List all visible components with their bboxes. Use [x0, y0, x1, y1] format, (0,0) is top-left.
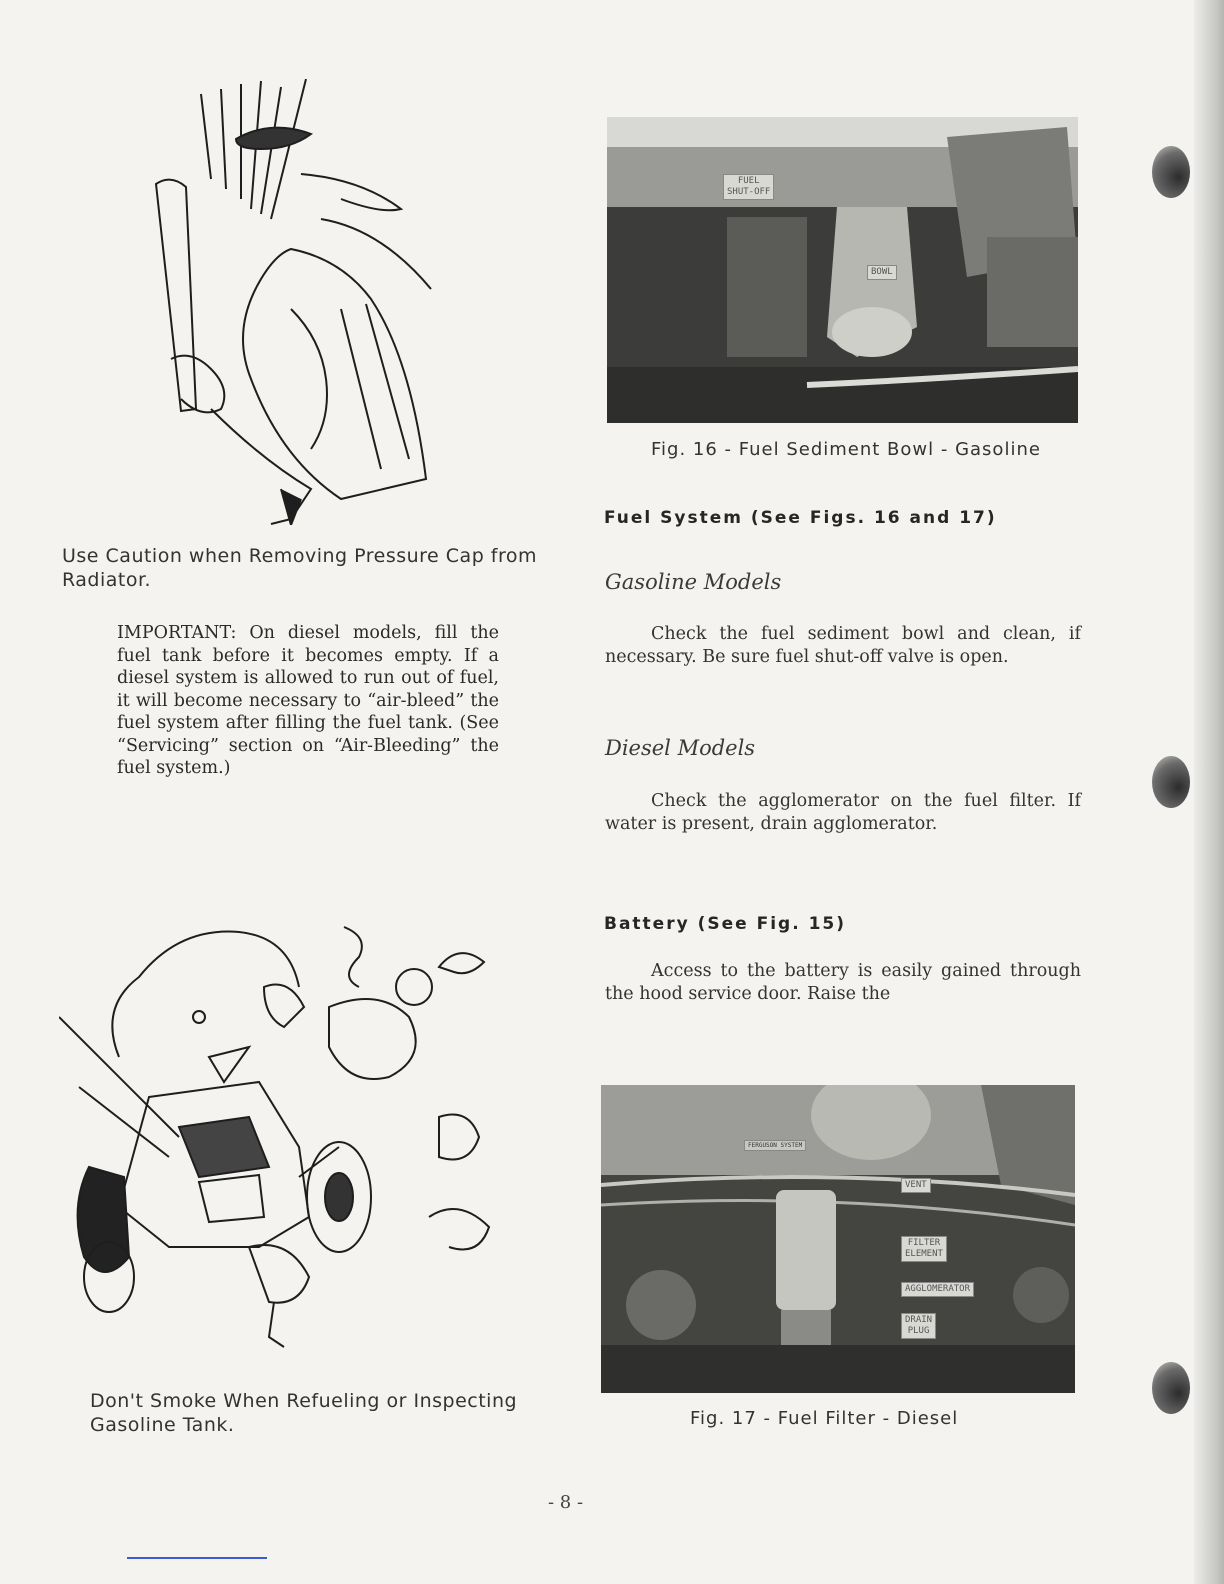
fuel-shutoff-label: FUEL SHUT-OFF [723, 174, 774, 200]
no-smoking-caption: Don't Smoke When Refueling or Inspecting Gasoline Tank. [90, 1390, 518, 1436]
radiator-caution-caption: Use Caution when Removing Pressure Cap from Radiator. [62, 545, 538, 591]
diesel-fuel-filter-photo [601, 1085, 1075, 1393]
binder-hole-middle [1152, 756, 1190, 808]
ferguson-system-emblem: FERGUSON SYSTEM [744, 1140, 806, 1151]
page-number: - 8 - [548, 1492, 584, 1513]
fig16-caption: Fig. 16 - Fuel Sediment Bowl - Gasoline [651, 439, 1041, 460]
gasoline-models-text: Check the fuel sediment bowl and clean, if necessary. Be sure fuel shut-off valve is open. [605, 624, 1081, 667]
fig17-caption: Fig. 17 - Fuel Filter - Diesel [690, 1408, 959, 1429]
battery-heading: Battery (See Fig. 15) [604, 914, 846, 934]
filter-element-label: FILTER ELEMENT [901, 1236, 947, 1262]
radiator-cap-illustration [140, 78, 442, 526]
agglomerator-label: AGGLOMERATOR [901, 1282, 974, 1297]
fuel-system-heading: Fuel System (See Figs. 16 and 17) [604, 508, 997, 528]
scan-mark-line [127, 1557, 267, 1559]
no-smoking-refueling-illustration [58, 916, 506, 1388]
fuel-sediment-bowl-photo [607, 117, 1078, 423]
binder-hole-bottom [1152, 1362, 1190, 1414]
page-edge [1194, 0, 1224, 1584]
battery-text: Access to the battery is easily gained through the hood service door. Raise the [605, 961, 1081, 1004]
binder-hole-top [1152, 146, 1190, 198]
diesel-important-note: IMPORTANT: On diesel models, fill the fuel tank before it becomes empty. If a diesel system is allowed to run out of fuel, it will become necessary to “air-bleed” the fuel system after filling the fuel tank. (See “Servicing” section on “Air-Bleeding” the fuel system.) [117, 623, 499, 778]
drain-plug-label: DRAIN PLUG [901, 1313, 936, 1339]
gasoline-models-heading: Gasoline Models [605, 570, 782, 594]
vent-label: VENT [901, 1178, 931, 1193]
bowl-label: BOWL [867, 265, 897, 280]
diesel-models-text: Check the agglomerator on the fuel filter. If water is present, drain agglomerator. [605, 791, 1081, 834]
diesel-models-heading: Diesel Models [605, 736, 756, 760]
